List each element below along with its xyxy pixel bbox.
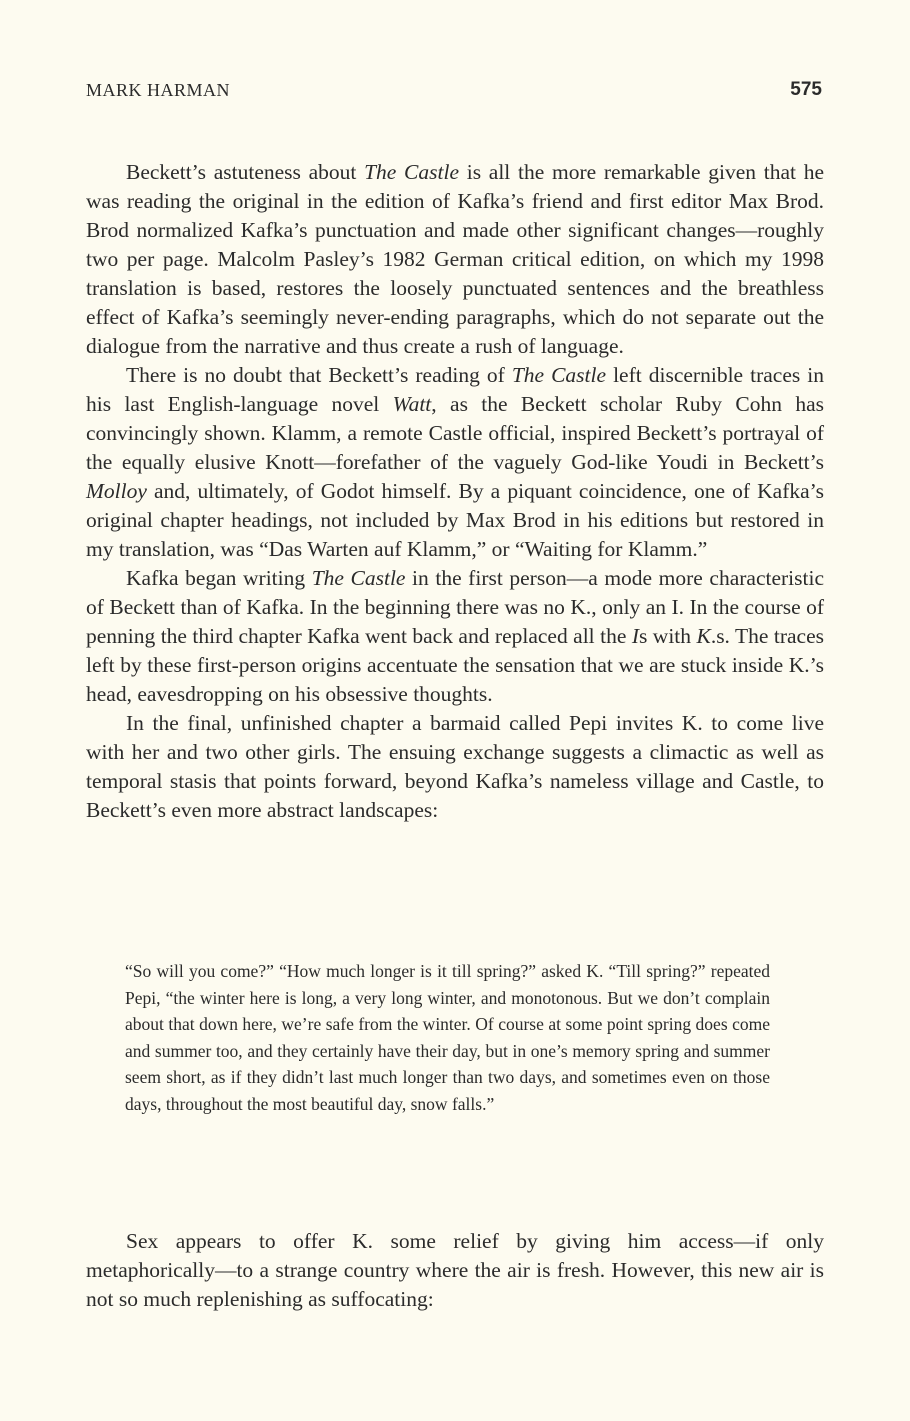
text-run: and, ultimately, of Godot himself. By a piquant coincidence, one of Kafka’s original chapter headings, not included by Max Brod in his editions but restored in my translation, was “Das Warten auf Klamm,” or “Waiting for Klamm.” [86, 479, 824, 561]
book-title: The Castle [364, 160, 460, 184]
text-run: Kafka began writing [126, 566, 312, 590]
text-run: is all the more remarkable given that he was reading the original in the edition of Kafka’s friend and first editor Max Brod. Brod normalized Kafka’s punctuation and made other significant changes—roughly two per page. Malcolm Pasley’s 1982 German critical edition, on which my 1998 translation is based, restores the loosely punctuated sentences and the breathless effect of Kafka’s seemingly never-ending paragraphs, which do not separate out the dialogue from the narrative and thus create a rush of language. [86, 160, 824, 358]
book-title: The Castle [311, 566, 406, 590]
paragraph [86, 709, 824, 825]
book-title: The Castle [511, 363, 607, 387]
text-run: , as the Beckett scholar Ruby Cohn has convincingly shown. Klamm, a remote Castle official, inspired Beckett’s portrayal of the equally elusive Knott—forefather of the vaguely God-like Youdi in Beckett’s [86, 392, 824, 474]
italic-letter: K [696, 624, 711, 648]
paragraph [86, 158, 824, 361]
text-run: in the first person—a mode more characteristic of Beckett than of Kafka. In the beginning there was no K., only an I. In the course of penning the third chapter Kafka went back and replaced all the [86, 566, 824, 648]
text-run: In the final, unfinished chapter a barmaid called Pepi invites K. to come live with her and two other girls. The ensuing exchange suggests a climactic as well as temporal stasis that points forward, beyond Kafka’s nameless village and Castle, to Beckett’s even more abstract landscapes: [86, 711, 824, 822]
book-title: Watt [392, 392, 432, 416]
block-quote [125, 958, 770, 1117]
body-text [86, 158, 824, 825]
book-title: Molloy [86, 479, 147, 503]
running-head: MARK HARMAN [86, 80, 231, 100]
text-run: .s. The traces left by these first-person origins accentuate the sensation that we are stuck inside K.’s head, eavesdropping on his obsessive thoughts. [86, 624, 824, 706]
page-header [86, 80, 822, 104]
text-run: s with [638, 624, 697, 648]
italic-letter: I [631, 624, 639, 648]
text-run: There is no doubt that Beckett’s reading of [126, 363, 512, 387]
paragraph [86, 361, 824, 564]
closing-section [86, 1227, 824, 1314]
paragraph [86, 564, 824, 709]
text-run: Beckett’s astuteness about [126, 160, 365, 184]
text-run: left discernible traces in his last English-language novel [86, 363, 824, 416]
page-number: 575 [790, 79, 822, 100]
quote-text: “So will you come?” “How much longer is it till spring?” asked K. “Till spring?” repeated Pepi, “the winter here is long, a very long winter, and monotonous. But we don’t complain about that down here, we’re safe from the winter. Of course at some point spring does come and summer too, and they certainly have their day, but in one’s memory spring and summer seem short, as if they didn’t last much longer than two days, and sometimes even on those days, throughout the most beautiful day, snow falls.” [125, 961, 770, 1114]
closing-paragraph: Sex appears to offer K. some relief by giving him access—if only metaphorically—to a strange country where the air is fresh. However, this new air is not so much replenishing as suffocating: [86, 1229, 824, 1311]
